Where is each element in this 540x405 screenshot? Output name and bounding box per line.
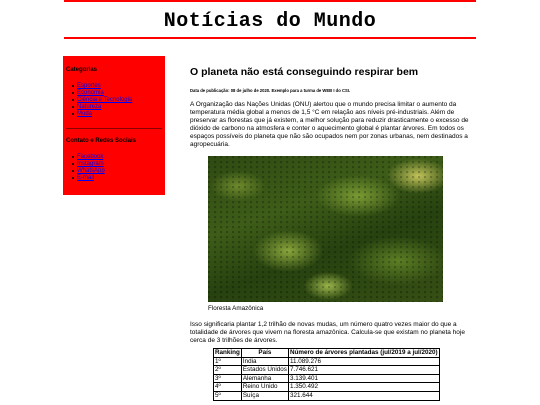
- header-country: País: [241, 349, 288, 358]
- header-top-rule: [64, 0, 476, 2]
- category-link-ciencia-tecnologia[interactable]: Ciência e Tecnologia: [77, 97, 133, 103]
- contact-link-email[interactable]: E-mail: [77, 175, 95, 181]
- contact-item: [77, 161, 105, 168]
- trees-cell: 11.089.276: [288, 357, 439, 366]
- trees-cell: 321.644: [288, 391, 439, 400]
- rank-cell: 4º: [214, 383, 242, 392]
- forest-image: [208, 156, 443, 302]
- country-cell: Índia: [241, 357, 288, 366]
- contact-item: [77, 168, 105, 175]
- rank-cell: 3º: [214, 374, 242, 383]
- sidebar-divider: [66, 128, 162, 129]
- trees-cell: 3.139.401: [288, 374, 439, 383]
- table-header-row: [214, 349, 440, 358]
- category-link-economia[interactable]: Economia: [77, 90, 104, 96]
- category-link-natureza[interactable]: Natureza: [77, 104, 102, 110]
- country-cell: Estados Unidos: [242, 366, 287, 374]
- country-cell: Alemanha: [241, 374, 288, 383]
- sidebar: [63, 56, 165, 195]
- category-item: [77, 104, 132, 111]
- trees-cell: 1.350.492: [288, 383, 439, 392]
- category-item: [77, 83, 132, 90]
- contacts-heading: Contato e Redes Sociais: [66, 138, 137, 144]
- contact-link-instagram[interactable]: Instagram: [77, 161, 104, 167]
- category-link-moda[interactable]: Moda: [77, 111, 93, 117]
- tree-ranking-table: [213, 348, 440, 401]
- table-row: [214, 374, 440, 383]
- publication-date: Data de publicação: 08 de julho de 2020. Exemplo para a turma de WEB I do CSI.: [190, 88, 351, 93]
- country-cell: Reino Unido: [241, 383, 288, 392]
- article-title: O planeta não está conseguindo respirar bem: [190, 66, 419, 78]
- site-title: Notícias do Mundo: [163, 10, 377, 33]
- categories-list: [77, 83, 132, 118]
- contact-item: [77, 154, 105, 161]
- contact-item: [77, 175, 105, 182]
- category-item: [77, 111, 132, 118]
- table-row: [214, 357, 440, 366]
- category-item: [77, 90, 132, 97]
- article-paragraph-2: Isso significaria plantar 1,2 trilhão de novas mudas, um número quatro vezes maior do que a totalidade de árvores que vivem na floresta amazônica. Calcula-se que existam no planeta hoje cerca de 3 trilhões de árvores.: [190, 321, 465, 345]
- header-ranking: Ranking: [215, 349, 240, 356]
- article-paragraph-1: A Organização das Nações Unidas (ONU) alertou que o mundo precisa limitar o aumento da temperatura média global a menos de 1,5 °C em relação aos níveis pré-industriais. Além de preservar as florestas que já existem, a melhor solução para reduzir drasticamente o excesso de dióxido de carbono na atmosfera e conter o aquecimento global é plantar árvores. Em todos os espaços possíveis do planeta que não são ocupados nem por zonas urbanas, nem destinados a agropecuária.: [190, 101, 469, 149]
- rank-cell: 2º: [214, 366, 242, 375]
- contact-link-facebook[interactable]: Facebook: [77, 154, 104, 160]
- country-cell: Suíça: [241, 391, 288, 400]
- contact-link-whatsapp[interactable]: WhatsApp: [77, 168, 105, 174]
- trees-cell: 7.746.621: [288, 366, 439, 375]
- table-row: [214, 383, 440, 392]
- table-row: [214, 391, 440, 400]
- rank-cell: 5º: [214, 391, 242, 400]
- image-caption: Floresta Amazônica: [208, 305, 264, 312]
- header-bottom-rule: [64, 37, 476, 39]
- rank-cell: 1º: [214, 357, 242, 366]
- category-item: [77, 97, 132, 104]
- category-link-esportes[interactable]: Esportes: [77, 83, 101, 89]
- contacts-list: [77, 154, 105, 182]
- table-row: [214, 366, 440, 375]
- header-trees: Número de árvores plantadas (jul/2019 a jul/2020): [289, 349, 438, 356]
- categories-heading: Categorias: [66, 67, 98, 73]
